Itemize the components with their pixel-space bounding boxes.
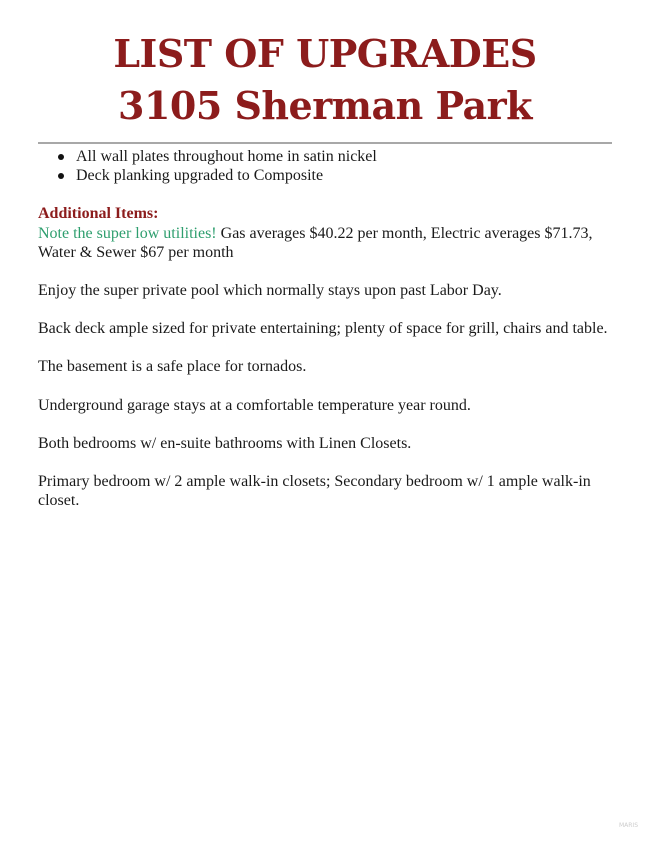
paragraph: Enjoy the super private pool which normally stays upon past Labor Day. (38, 282, 502, 300)
watermark: MARIS (618, 822, 638, 829)
utilities-highlight: Note the super low utilities! (38, 224, 217, 242)
paragraph: Primary bedroom w/ 2 ample walk-in closets; Secondary bedroom w/ 1 ample walk-in closet. (38, 473, 591, 510)
paragraph: The basement is a safe place for tornados. (38, 358, 307, 376)
list-item: All wall plates throughout home in satin nickel (38, 147, 618, 166)
property-address: 3105 Sherman Park (118, 83, 532, 128)
document-title: LIST OF UPGRADES (113, 31, 537, 76)
document-body (38, 147, 618, 529)
utilities-text: Gas averages $40.22 per month, Electric averages $71.73, Water & Sewer $67 per month (38, 224, 593, 261)
divider (38, 142, 612, 144)
upgrade-list (38, 147, 618, 185)
paragraph: Back deck ample sized for private entertaining; plenty of space for grill, chairs and table. (38, 320, 608, 338)
paragraph: Both bedrooms w/ en-suite bathrooms with Linen Closets. (38, 434, 412, 452)
additional-items-heading: Additional Items: (38, 205, 159, 223)
paragraph: Underground garage stays at a comfortable temperature year round. (38, 396, 471, 414)
list-item: Deck planking upgraded to Composite (38, 166, 618, 185)
utilities-paragraph (38, 224, 618, 262)
